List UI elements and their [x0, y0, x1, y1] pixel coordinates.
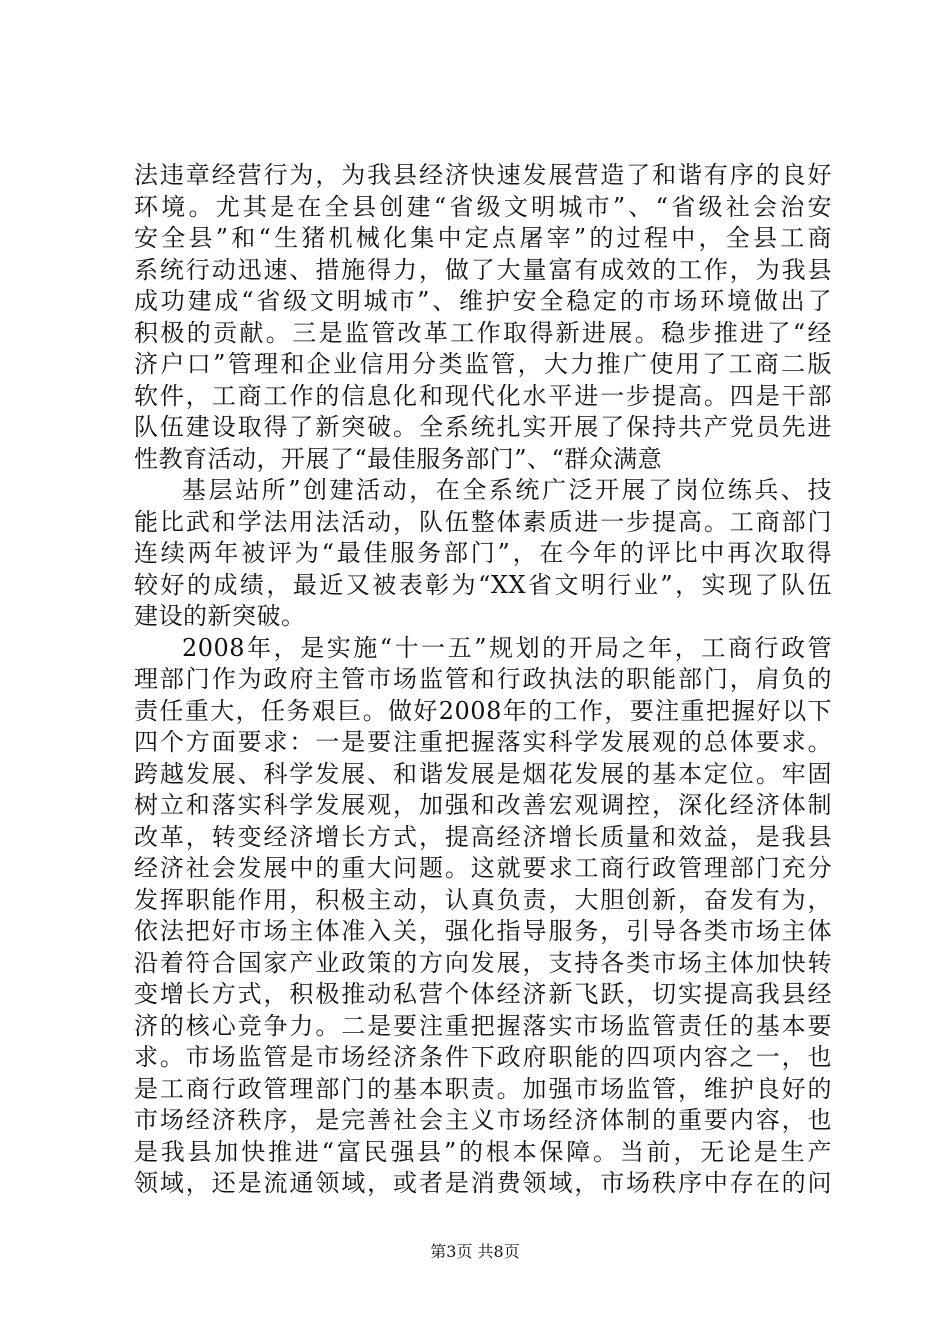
text-line: 环境。尤其是在全县创建“省级文明城市”、“省级社会治安: [134, 192, 832, 221]
text-line: 领域，还是流通领域，或者是消费领域，市场秩序中存在的问: [134, 1169, 832, 1197]
text-line: 依法把好市场主体准入关，强化指导服务，引导各类市场主体: [134, 917, 832, 945]
text-line: 队伍建设取得了新突破。全系统扎实开展了保持共产党员先进: [134, 413, 832, 441]
text-line: 发挥职能作用，积极主动，认真负责，大胆创新，奋发有为，: [134, 885, 832, 914]
text-line: 理部门作为政府主管市场监管和行政执法的职能部门，肩负的: [134, 665, 832, 693]
text-line: 市场经济秩序，是完善社会主义市场经济体制的重要内容，也: [134, 1106, 832, 1134]
text-line: 成功建成“省级文明城市”、维护安全稳定的市场环境做出了: [134, 287, 832, 315]
text-line: 基层站所”创建活动，在全系统广泛开展了岗位练兵、技: [182, 476, 832, 504]
text-line: 较好的成绩，最近又被表彰为“XX省文明行业”，实现了队伍: [134, 570, 832, 599]
text-line: 变增长方式，积极推动私营个体经济新飞跃，切实提高我县经: [134, 980, 832, 1008]
text-line: 积极的贡献。三是监管改革工作取得新进展。稳步推进了“经: [134, 318, 832, 347]
text-line: 跨越发展、科学发展、和谐发展是烟花发展的基本定位。牢固: [134, 759, 832, 788]
text-line: 济的核心竞争力。二是要注重把握落实市场监管责任的基本要: [134, 1011, 832, 1040]
text-line: 改革，转变经济增长方式，提高经济增长质量和效益，是我县: [134, 822, 832, 851]
text-line: 系统行动迅速、措施得力，做了大量富有成效的工作，为我县: [134, 255, 832, 284]
text-line: 是工商行政管理部门的基本职责。加强市场监管，维护良好的: [134, 1074, 832, 1103]
text-line: 责任重大，任务艰巨。做好2008年的工作，要注重把握好以下: [134, 696, 832, 725]
text-line: 能比武和学法用法活动，队伍整体素质进一步提高。工商部门: [134, 507, 832, 536]
text-line: 法违章经营行为，为我县经济快速发展营造了和谐有序的良好: [134, 161, 832, 189]
text-line: 2008年，是实施“十一五”规划的开局之年，工商行政管: [182, 633, 832, 662]
text-line: 求。市场监管是市场经济条件下政府职能的四项内容之一，也: [134, 1043, 832, 1071]
text-line: 四个方面要求：一是要注重把握落实科学发展观的总体要求。: [134, 728, 832, 756]
text-line: 安全县”和“生猪机械化集中定点屠宰”的过程中，全县工商: [134, 224, 832, 252]
text-line: 是我县加快推进“富民强县”的根本保障。当前，无论是生产: [134, 1137, 832, 1166]
text-line: 连续两年被评为“最佳服务部门”，在今年的评比中再次取得: [134, 539, 832, 567]
text-line: 树立和落实科学发展观，加强和改善宏观调控，深化经济体制: [134, 791, 832, 819]
text-line: 性教育活动，开展了“最佳服务部门”、“群众满意: [134, 444, 663, 473]
text-line: 济户口”管理和企业信用分类监管，大力推广使用了工商二版: [134, 350, 832, 378]
page-number-footer: 第3页 共8页: [430, 1242, 520, 1261]
text-line: 软件，工商工作的信息化和现代化水平进一步提高。四是干部: [134, 381, 832, 410]
text-line: 建设的新突破。: [134, 602, 306, 630]
document-body: [134, 160, 832, 1200]
text-line: 经济社会发展中的重大问题。这就要求工商行政管理部门充分: [134, 854, 832, 882]
text-line: 沿着符合国家产业政策的方向发展，支持各类市场主体加快转: [134, 948, 832, 977]
